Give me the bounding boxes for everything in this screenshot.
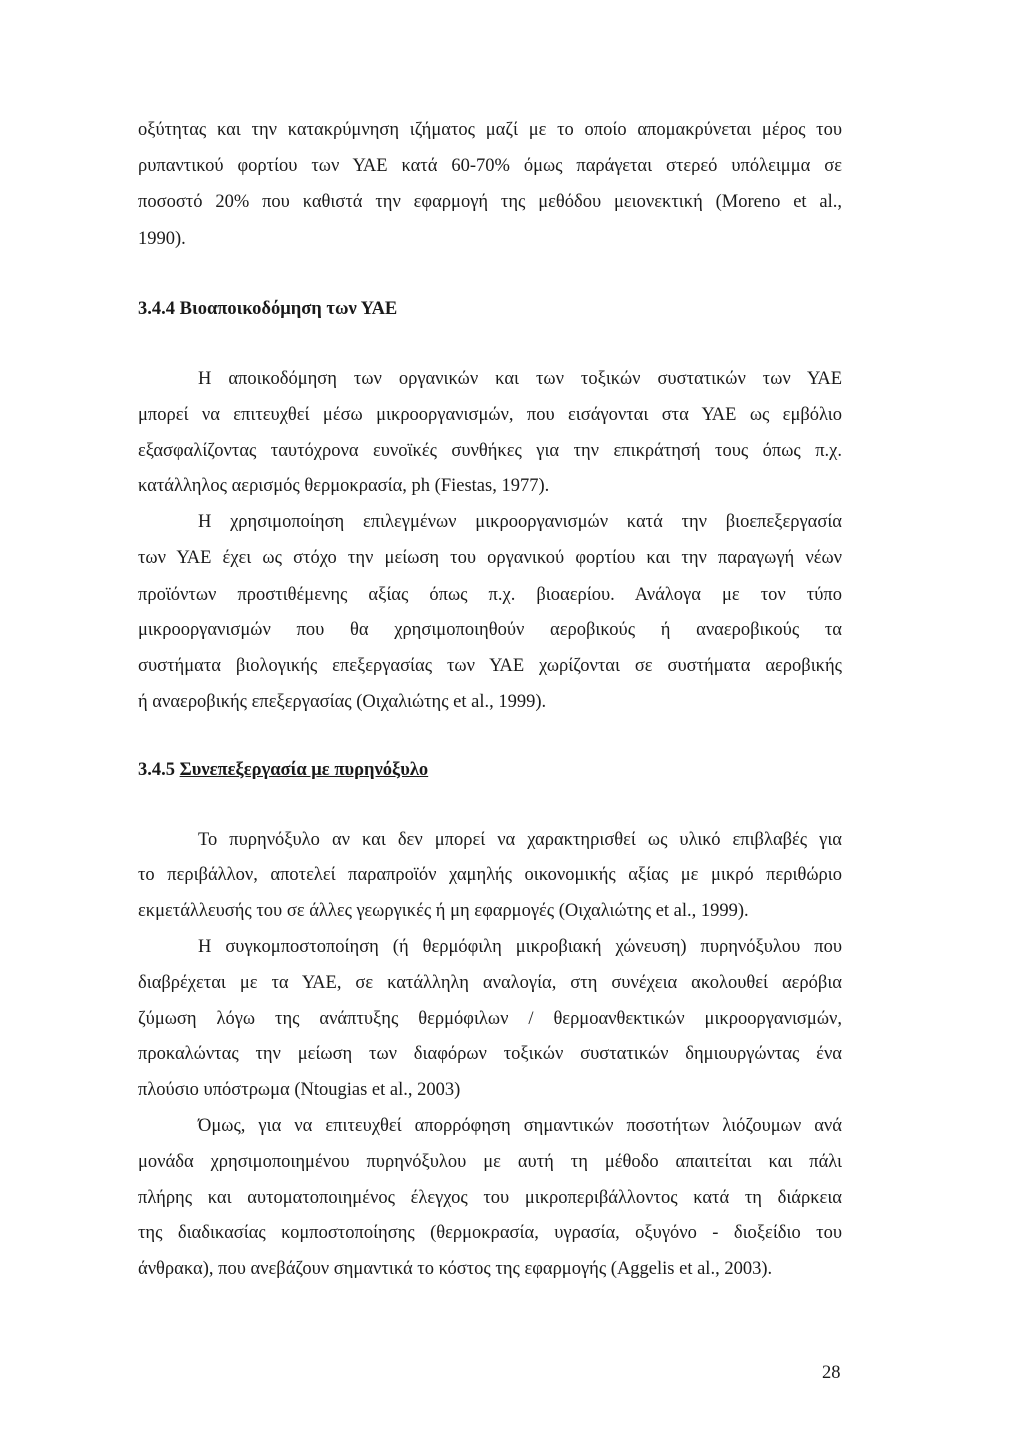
section-heading-344: 3.4.4 Βιοαποικοδόμηση των ΥΑΕ bbox=[138, 299, 398, 319]
section-heading-345 bbox=[138, 759, 428, 781]
section-number: 3.4.5 bbox=[138, 760, 180, 780]
text-line: μπορεί να επιτευχθεί μέσω μικροοργανισμών, που εισάγονται στα ΥΑΕ ως εμβόλιο bbox=[138, 405, 842, 425]
text-line: κατάλληλος αερισμός θερμοκρασία, ph (Fiestas, 1977). bbox=[138, 476, 550, 496]
text-line: μικροοργανισμών που θα χρησιμοποιηθούν αεροβικούς ή αναεροβικούς τα bbox=[138, 620, 842, 640]
section-title: Συνεπεξεργασία με πυρηνόξυλο bbox=[179, 760, 429, 780]
text-line: προϊόντων προστιθέμενης αξίας όπως π.χ. βιοαερίου. Ανάλογα με τον τύπο bbox=[138, 585, 842, 605]
text-line: των ΥΑΕ έχει ως στόχο την μείωση του οργανικού φορτίου και την παραγωγή νέων bbox=[138, 548, 842, 568]
text-line: εκμετάλλευσής του σε άλλες γεωργικές ή μη εφαρμογές (Οιχαλιώτης et al., 1999). bbox=[138, 901, 749, 921]
text-line: προκαλώντας την μείωση των διαφόρων τοξικών συστατικών δημιουργώντας ένα bbox=[138, 1044, 842, 1064]
text-line: συστήματα βιολογικής επεξεργασίας των ΥΑΕ χωρίζονται σε συστήματα αεροβικής bbox=[138, 656, 842, 676]
text-line: Όμως, για να επιτευχθεί απορρόφηση σημαντικών ποσοτήτων λιόζουμων ανά bbox=[198, 1116, 842, 1136]
text-line: Η αποικοδόμηση των οργανικών και των τοξικών συστατικών των ΥΑΕ bbox=[198, 369, 842, 389]
text-line: διαβρέχεται με τα ΥΑΕ, σε κατάλληλη αναλογία, στη συνέχεια ακολουθεί αερόβια bbox=[138, 973, 842, 993]
text-line: το περιβάλλον, αποτελεί παραπροϊόν χαμηλής οικονομικής αξίας με μικρό περιθώριο bbox=[138, 865, 842, 885]
text-line: της διαδικασίας κομποστοποίησης (θερμοκρασία, υγρασία, οξυγόνο - διοξείδιο του bbox=[138, 1223, 842, 1243]
text-line: 1990). bbox=[138, 229, 186, 249]
text-line: Η συγκομποστοποίηση (ή θερμόφιλη μικροβιακή χώνευση) πυρηνόξυλου που bbox=[198, 937, 842, 957]
text-line: ζύμωση λόγω της ανάπτυξης θερμόφιλων / θερμοανθεκτικών μικροοργανισμών, bbox=[138, 1009, 842, 1029]
text-line: πλούσιο υπόστρωμα (Ntougias et al., 2003) bbox=[138, 1080, 461, 1100]
text-line: ποσοστό 20% που καθιστά την εφαρμογή της μεθόδου μειονεκτική (Moreno et al., bbox=[138, 192, 842, 212]
text-line: Η χρησιμοποίηση επιλεγμένων μικροοργανισμών κατά την βιοεπεξεργασία bbox=[198, 512, 842, 532]
text-line: Το πυρηνόξυλο αν και δεν μπορεί να χαρακτηρισθεί ως υλικό επιβλαβές για bbox=[198, 830, 842, 850]
text-line: μονάδα χρησιμοποιημένου πυρηνόξυλου με αυτή τη μέθοδο απαιτείται και πάλι bbox=[138, 1152, 842, 1172]
text-line: εξασφαλίζοντας ταυτόχρονα ευνοϊκές συνθήκες για την επικράτησή τους όπως π.χ. bbox=[138, 441, 842, 461]
page-number: 28 bbox=[822, 1363, 841, 1383]
text-line: ρυπαντικού φορτίου των ΥΑΕ κατά 60-70% όμως παράγεται στερεό υπόλειμμα σε bbox=[138, 156, 842, 176]
text-line: άνθρακα), που ανεβάζουν σημαντικά το κόστος της εφαρμογής (Aggelis et al., 2003). bbox=[138, 1259, 773, 1279]
text-line: πλήρης και αυτοματοποιημένος έλεγχος του μικροπεριβάλλοντος κατά τη διάρκεια bbox=[138, 1188, 842, 1208]
text-line: ή αναεροβικής επεξεργασίας (Οιχαλιώτης et al., 1999). bbox=[138, 692, 547, 712]
text-line: οξύτητας και την κατακρύμνηση ιζήματος μαζί με το οποίο απομακρύνεται μέρος του bbox=[138, 120, 842, 140]
